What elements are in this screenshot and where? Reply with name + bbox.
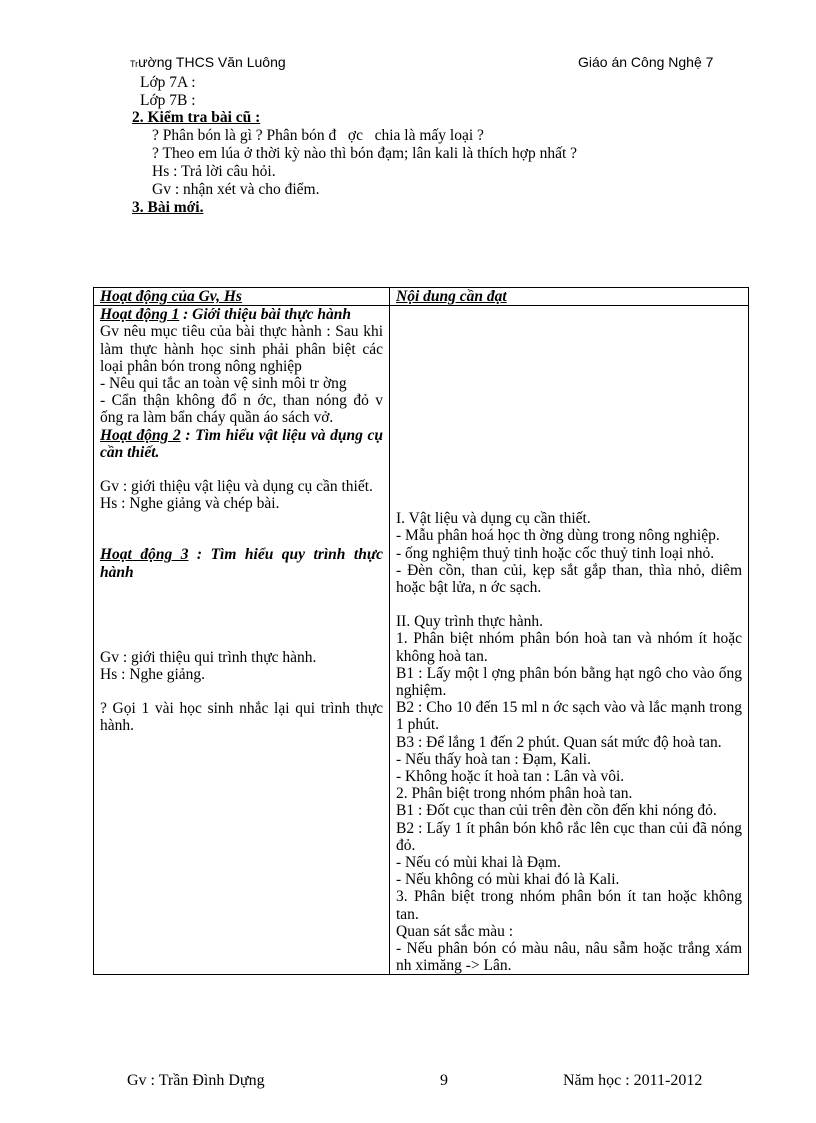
- table-header-activities: Hoạt động của Gv, Hs: [94, 288, 390, 306]
- procedure-step-3-phosphate: - Nếu phân bón có màu nâu, nâu sẫm hoặc trắng xám nh ximăng -> Lân.: [396, 940, 742, 975]
- activity-1-goal: Gv nêu mục tiêu của bài thực hành : Sau khi làm thực hành học sinh phải phân biệt các loại phân bón trong nông nghiệp: [100, 323, 383, 375]
- section-review-title: 2. Kiểm tra bài cũ :: [132, 109, 261, 126]
- procedure-step-1-b1: B1 : Lấy một l ợng phân bón bằng hạt ngô cho vào ống nghiệm.: [396, 664, 742, 700]
- activity-3-teacher: Gv : giới thiệu qui trình thực hành.: [100, 648, 317, 666]
- review-teacher-comment: Gv : nhận xét và cho điểm.: [152, 181, 320, 198]
- procedure-step-3-observe: Quan sát sắc màu :: [396, 922, 514, 940]
- procedure-step-2-b2: B2 : Lấy 1 ít phân bón khô rắc lên cục than củi đã nóng đỏ.: [396, 819, 742, 854]
- materials-heading: I. Vật liệu và dụng cụ cần thiết.: [396, 510, 591, 528]
- header-school-prefix: Tr: [130, 59, 139, 69]
- activity-1-safety: - Nêu qui tắc an toàn vệ sinh môi tr ờng: [100, 375, 347, 393]
- procedure-step-1: 1. Phân biệt nhóm phân bón hoà tan và nhóm ít hoặc không hoà tan.: [396, 630, 742, 665]
- activity-3-question: ? Gọi 1 vài học sinh nhắc lại qui trình thực hành.: [100, 700, 383, 735]
- footer-teacher: Gv : Trần Đình Dựng: [127, 1072, 265, 1089]
- activity-1-title: Hoạt động 1 : Giới thiệu bài thực hành: [100, 306, 352, 324]
- activity-3-title: Hoạt động 3 : Tìm hiểu quy trình thực hành: [100, 546, 383, 581]
- class-7a: Lớp 7A :: [140, 74, 196, 91]
- table-header-content: Nội dung cần đạt: [390, 288, 749, 306]
- class-7b: Lớp 7B :: [140, 92, 196, 109]
- activity-2-teacher: Gv : giới thiệu vật liệu và dụng cụ cần thiết.: [100, 478, 373, 496]
- activities-column: [94, 306, 390, 975]
- materials-tubes: - ống nghiệm thuỷ tinh hoặc cốc thuỷ tinh loại nhỏ.: [396, 544, 715, 562]
- procedure-step-2-nitrogen: - Nếu có mùi khai là Đạm.: [396, 854, 561, 872]
- activity-3-student: Hs : Nghe giảng.: [100, 666, 206, 684]
- activity-1-caution: - Cẩn thận không đổ n ớc, than nóng đỏ v ống ra làm bẩn cháy quần áo sách vở.: [100, 392, 383, 427]
- procedure-step-2: 2. Phân biệt trong nhóm phân hoà tan.: [396, 785, 633, 803]
- review-question-1: ? Phân bón là gì ? Phân bón đ ợc chia là mấy loại ?: [152, 127, 484, 144]
- footer-page-number: 9: [440, 1072, 448, 1089]
- procedure-step-2-b1: B1 : Đốt cục than củi trên đèn cồn đến khi nóng đỏ.: [396, 802, 717, 820]
- procedure-step-1-soluble: - Nếu thấy hoà tan : Đạm, Kali.: [396, 750, 591, 768]
- procedure-step-1-insoluble: - Không hoặc ít hoà tan : Lân và vôi.: [396, 768, 625, 786]
- activity-2-student: Hs : Nghe giảng và chép bài.: [100, 495, 280, 513]
- header-school-name: ường THCS Văn Luông: [138, 54, 286, 70]
- procedure-step-1-b2: B2 : Cho 10 đến 15 ml n ớc sạch vào và lắc mạnh trong 1 phút.: [396, 699, 742, 734]
- lesson-table: [93, 287, 749, 975]
- procedure-step-3: 3. Phân biệt trong nhóm phân bón ít tan hoặc không tan.: [396, 888, 742, 923]
- section-new-lesson-title: 3. Bài mới.: [132, 199, 204, 216]
- materials-tools: - Đèn cồn, than củi, kẹp sắt gắp than, thìa nhỏ, diêm hoặc bật lửa, n ớc sạch.: [396, 561, 742, 597]
- header-school: [130, 54, 286, 70]
- activity-2-title: Hoạt động 2 : Tìm hiểu vật liệu và dụng cụ cần thiết.: [100, 426, 383, 461]
- review-student-answer: Hs : Trả lời câu hỏi.: [152, 163, 276, 180]
- footer-school-year: Năm học : 2011-2012: [563, 1072, 703, 1089]
- review-question-2: ? Theo em lúa ở thời kỳ nào thì bón đạm; lân kali là thích hợp nhất ?: [152, 145, 578, 162]
- procedure-step-1-b3: B3 : Để lắng 1 đến 2 phút. Quan sát mức độ hoà tan.: [396, 733, 722, 751]
- content-column: [390, 306, 749, 975]
- materials-fertilizer: - Mẫu phân hoá học th ờng dùng trong nông nghiệp.: [396, 527, 720, 545]
- procedure-heading: II. Quy trình thực hành.: [396, 613, 544, 631]
- header-subject: Giáo án Công Nghệ 7: [578, 54, 714, 70]
- procedure-step-2-potassium: - Nếu không có mùi khai đó là Kali.: [396, 871, 620, 889]
